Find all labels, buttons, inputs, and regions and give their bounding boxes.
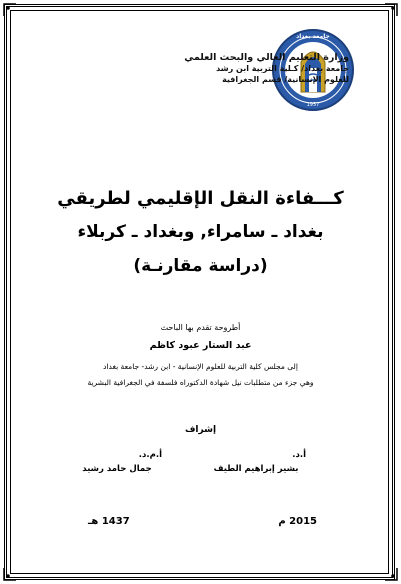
supervisor-2 — [62, 448, 172, 476]
thesis-title-line3: (دراسة مقارنـة) — [133, 256, 268, 276]
submission-statement: أطروحة تقدم بها الباحث — [160, 323, 241, 332]
supervisor-1-rank: أ.د. — [292, 450, 306, 460]
council-statement: إلى مجلس كلية التربية للعلوم الإنسانية - ابن رشد- جامعة بغداد — [103, 362, 298, 371]
corner-ornament-icon — [384, 3, 398, 17]
supervision-heading: إشراف — [184, 425, 217, 435]
ministry-header — [139, 52, 349, 85]
corner-ornament-icon — [3, 567, 17, 581]
thesis-title-line2: بغداد ـ سامراء, وبغداد ـ كربلاء — [77, 222, 324, 242]
gregorian-year: 2015 م — [278, 516, 317, 527]
university-line: جامعة بغداد/ كـلية التربية ابن رشد — [216, 64, 349, 73]
author-name: عبد الستار عبود كاظم — [149, 340, 252, 351]
degree-statement: وهي جزء من متطلبات نيل شهادة الدكتوراه فلسفة في الجغرافية البشرية — [87, 378, 314, 387]
supervisor-1-name: بشير إبراهيم الطيف — [213, 464, 299, 474]
supervisor-2-name: جمال حامد رشيد — [82, 464, 152, 474]
corner-ornament-icon — [3, 3, 17, 17]
logo-seal-text: جامعة بغداد — [296, 33, 330, 40]
corner-ornament-icon — [384, 567, 398, 581]
supervisor-1 — [196, 448, 316, 476]
ministry-line: وزارة التعليم العالي والبحث العلمي — [184, 52, 349, 63]
thesis-title-line1: كـــفاءة النقل الإقليمي لطريقي — [57, 188, 344, 209]
hijri-year: 1437 هـ — [88, 516, 130, 527]
department-line: للعلوم الإنسانية/ قسم الجغرافية — [222, 75, 349, 84]
supervisor-2-rank: أ.م.د. — [138, 450, 162, 460]
svg-text:1957: 1957 — [306, 102, 320, 108]
